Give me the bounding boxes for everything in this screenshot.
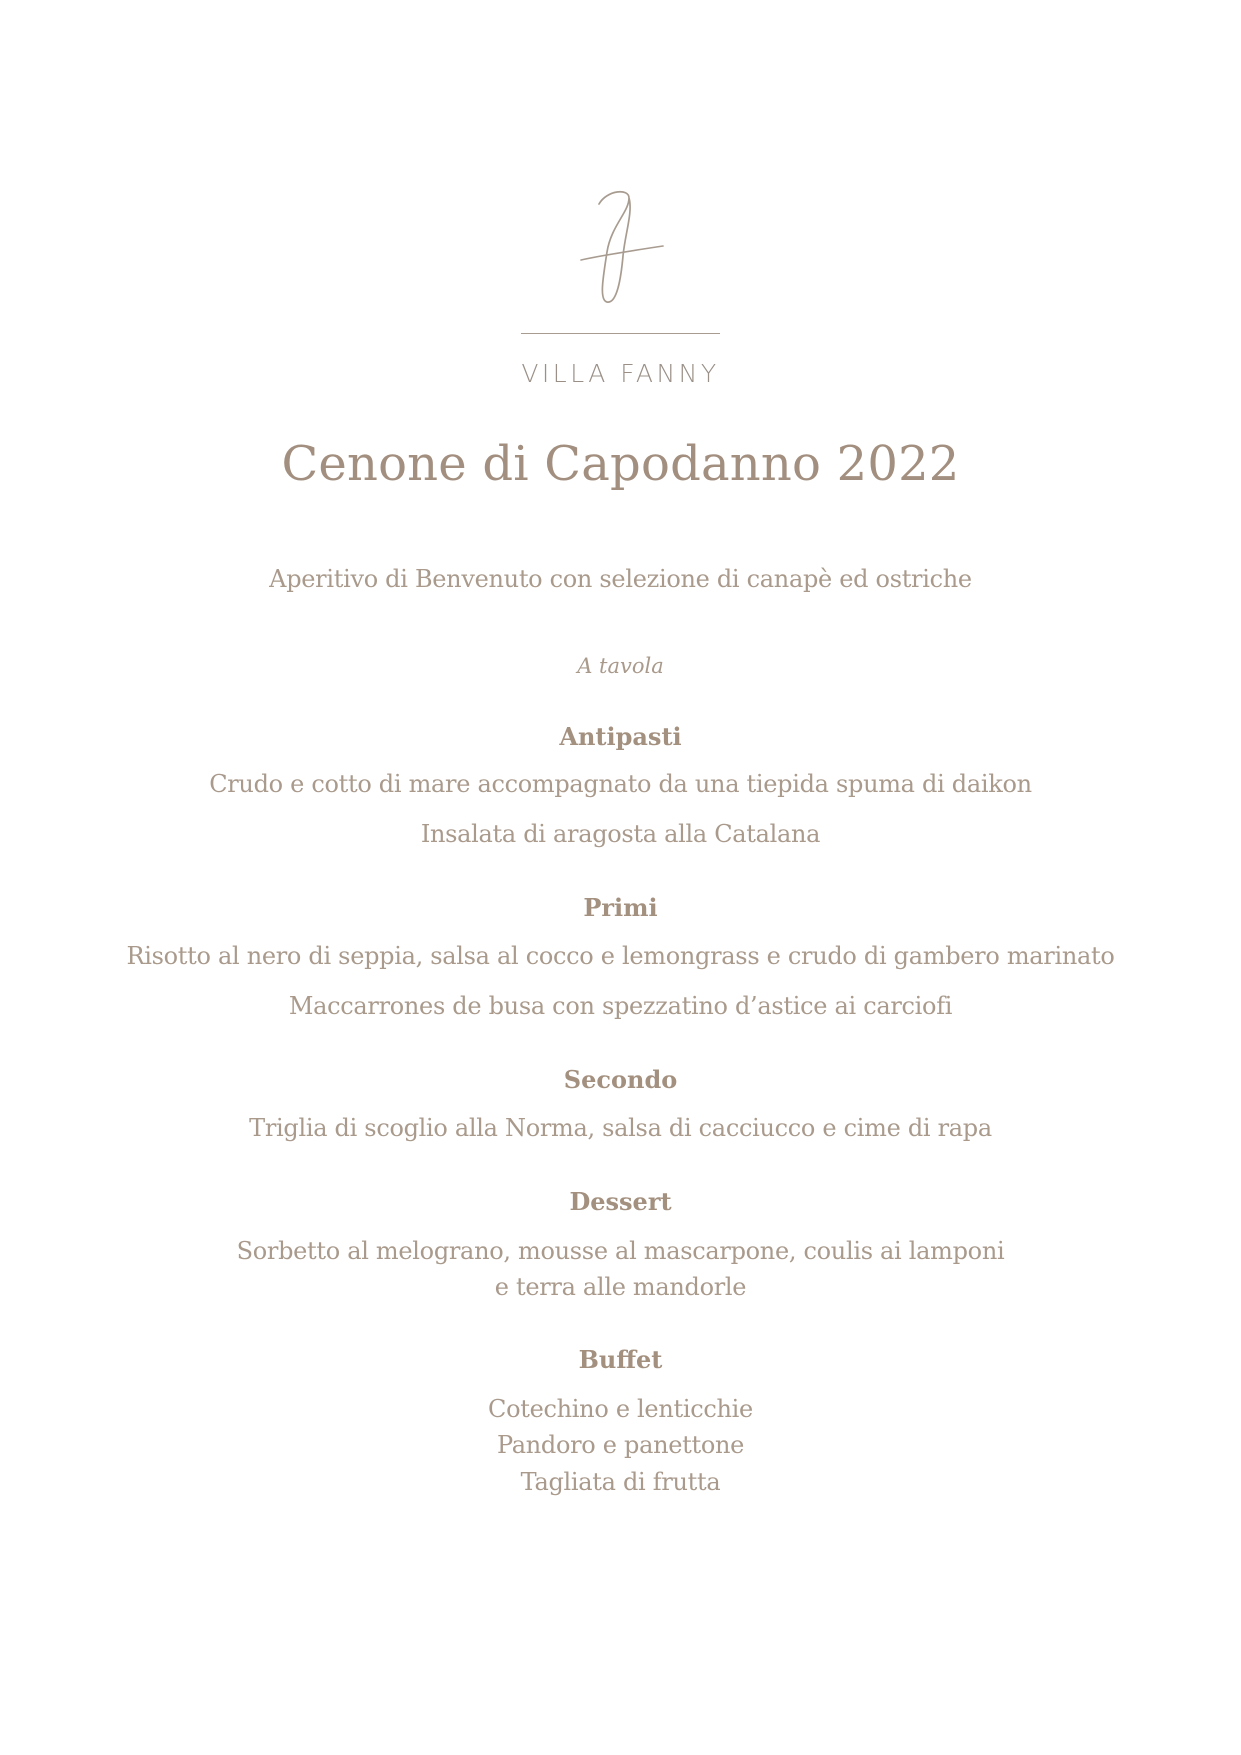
menu-item: Insalata di aragosta alla Catalana [420, 820, 821, 848]
menu-item: Tagliata di frutta [520, 1468, 721, 1496]
menu-item: Cotechino e lenticchie [488, 1395, 753, 1423]
section-heading-dessert: Dessert [569, 1187, 672, 1216]
section-heading-primi: Primi [583, 893, 658, 922]
menu-item: Maccarrones de busa con spezzatino d’astice ai carciofi [288, 992, 953, 1020]
menu-item: Crudo e cotto di mare accompagnato da una tiepida spuma di daikon [209, 770, 1032, 798]
menu-item: Triglia di scoglio alla Norma, salsa di cacciucco e cime di rapa [249, 1114, 992, 1142]
section-heading-antipasti: Antipasti [559, 722, 682, 751]
menu-subtitle: A tavola [577, 654, 664, 678]
menu-item: Sorbetto al melograno, mousse al mascarpone, coulis ai lamponi [236, 1237, 1005, 1265]
menu-title: Cenone di Capodanno 2022 [281, 436, 960, 492]
section-heading-buffet: Buffet [578, 1345, 663, 1374]
section-heading-secondo: Secondo [563, 1065, 678, 1094]
welcome-aperitif: Aperitivo di Benvenuto con selezione di canapè ed ostriche [269, 565, 972, 593]
menu-item: Risotto al nero di seppia, salsa al cocco e lemongrass e crudo di gambero marinato [126, 942, 1115, 970]
villa-fanny-monogram-icon [577, 186, 667, 308]
menu-item: e terra alle mandorle [494, 1273, 747, 1301]
logo-divider [521, 333, 720, 334]
menu-item: Pandoro e panettone [496, 1431, 745, 1459]
brand-name: VILLA FANNY [521, 359, 720, 388]
